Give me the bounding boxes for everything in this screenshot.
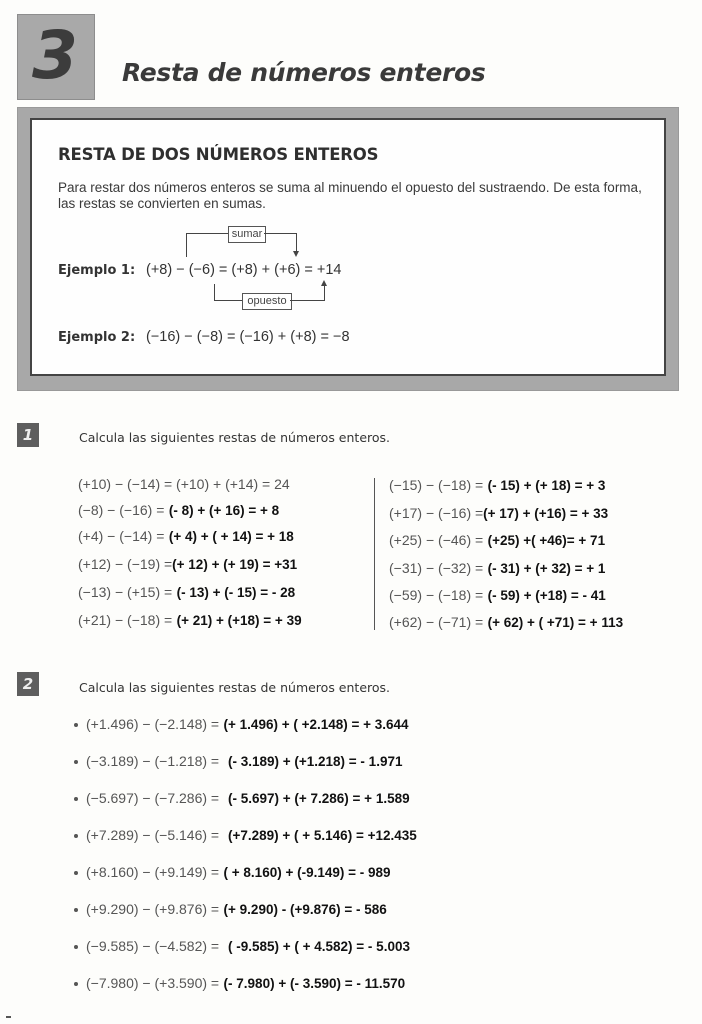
bullet-icon	[74, 797, 78, 801]
problem: (+10) − (−14) = (+10) + (+14) = 24	[78, 476, 290, 492]
answer: (- 3.189) + (+1.218) = - 1.971	[227, 754, 403, 769]
problem: (+9.290) − (+9.876) =	[86, 901, 220, 917]
problem: (+12) − (−19) =	[78, 556, 173, 572]
page-title: Resta de números enteros	[122, 58, 486, 87]
opuesto-box: opuesto	[242, 293, 292, 310]
problem: (−9.585) − (−4.582) =	[86, 938, 220, 954]
equation-row	[78, 581, 302, 603]
opuesto-bracket-bottom-left	[214, 300, 242, 301]
example1-label: Ejemplo 1:	[58, 263, 136, 278]
bullet-icon	[74, 945, 78, 949]
sumar-bracket-top-right	[264, 233, 296, 234]
equation-row	[389, 474, 623, 496]
opuesto-arrow-line	[324, 285, 325, 301]
exercise2-list	[74, 713, 417, 994]
problem: (+21) − (−18) =	[78, 612, 173, 628]
list-item	[74, 750, 417, 772]
answer: (- 5.697) + (+ 7.286) = + 1.589	[227, 791, 410, 806]
problem: (−3.189) − (−1.218) =	[86, 753, 220, 769]
problem: (+25) − (−46) =	[389, 532, 484, 548]
bullet-icon	[74, 871, 78, 875]
equation-row	[389, 584, 623, 606]
problem: (−59) − (−18) =	[389, 587, 484, 603]
bullet-icon	[74, 982, 78, 986]
answer: (- 13) + (- 15) = - 28	[176, 585, 296, 600]
equation-row	[78, 553, 302, 575]
answer: ( -9.585) + ( + 4.582) = - 5.003	[227, 939, 410, 954]
equation-row	[389, 529, 623, 551]
equation-row	[78, 609, 302, 631]
problem: (+4) − (−14) =	[78, 528, 165, 544]
problem: (−31) − (−32) =	[389, 560, 484, 576]
answer: (+7.289) + ( + 5.146) = +12.435	[227, 828, 417, 843]
problem: (−15) − (−18) =	[389, 477, 484, 493]
equation-row	[78, 499, 302, 521]
exercise1-right-column	[389, 474, 623, 633]
list-item	[74, 898, 417, 920]
answer: (- 15) + (+ 18) = + 3	[487, 478, 606, 493]
theory-heading: RESTA DE DOS NÚMEROS ENTEROS	[58, 145, 379, 164]
column-divider	[374, 478, 375, 630]
answer: (+ 62) + ( +71) = + 113	[487, 615, 624, 630]
answer: (- 31) + (+ 32) = + 1	[487, 561, 606, 576]
answer: (+ 21) + (+18) = + 39	[176, 613, 302, 628]
answer: (+ 4) + ( + 14) = + 18	[168, 529, 294, 544]
answer: (+ 12) + (+ 19) = +31	[172, 557, 298, 572]
list-item	[74, 935, 417, 957]
list-item	[74, 972, 417, 994]
problem: (−13) − (+15) =	[78, 584, 173, 600]
theory-text: Para restar dos números enteros se suma al minuendo el opuesto del sustraendo. De esta forma, las restas se convierten en sumas.	[58, 180, 642, 211]
sumar-box: sumar	[228, 226, 266, 243]
equation-row	[78, 525, 302, 547]
equation-row	[78, 473, 302, 495]
answer: (+25) +( +46)= + 71	[487, 533, 606, 548]
bullet-icon	[74, 723, 78, 727]
equation-row	[389, 611, 623, 633]
bullet-icon	[74, 760, 78, 764]
bullet-icon	[74, 834, 78, 838]
list-item	[74, 861, 417, 883]
list-item	[74, 824, 417, 846]
problem: (+7.289) − (−5.146) =	[86, 827, 220, 843]
answer: (- 8) + (+ 16) = + 8	[168, 503, 280, 518]
scan-mark	[6, 1016, 11, 1018]
example2-label: Ejemplo 2:	[58, 330, 136, 345]
answer: (+ 9.290) - (+9.876) = - 586	[223, 902, 387, 917]
answer: (- 7.980) + (- 3.590) = - 11.570	[223, 976, 406, 991]
example2-expression: (−16) − (−8) = (−16) + (+8) = −8	[146, 329, 350, 345]
answer: (+ 1.496) + ( +2.148) = + 3.644	[223, 717, 409, 732]
arrow-up-icon	[321, 280, 327, 286]
arrow-down-icon	[293, 251, 299, 257]
answer: ( + 8.160) + (-9.149) = - 989	[223, 865, 391, 880]
opuesto-bracket-bottom-right	[290, 300, 324, 301]
problem: (−5.697) − (−7.286) =	[86, 790, 220, 806]
answer: (+ 17) + (+16) = + 33	[483, 506, 609, 521]
problem: (−7.980) − (+3.590) =	[86, 975, 220, 991]
answer: (- 59) + (+18) = - 41	[487, 588, 606, 603]
problem: (+1.496) − (−2.148) =	[86, 716, 220, 732]
exercise2-instruction: Calcula las siguientes restas de números enteros.	[79, 680, 391, 695]
list-item	[74, 787, 417, 809]
problem: (+17) − (−16) =	[389, 505, 484, 521]
bullet-icon	[74, 908, 78, 912]
equation-row	[389, 502, 623, 524]
problem: (+62) − (−71) =	[389, 614, 484, 630]
problem: (−8) − (−16) =	[78, 502, 165, 518]
chapter-number: 3	[32, 17, 78, 94]
example1-expression: (+8) − (−6) = (+8) + (+6) = +14	[146, 262, 342, 278]
problem: (+8.160) − (+9.149) =	[86, 864, 220, 880]
equation-row	[389, 557, 623, 579]
exercise1-number-badge: 1	[17, 423, 39, 447]
sumar-arrow-line	[296, 233, 297, 253]
exercise2-number-badge: 2	[17, 672, 39, 696]
exercise1-left-column	[78, 473, 302, 631]
exercise1-instruction: Calcula las siguientes restas de números enteros.	[79, 430, 391, 445]
list-item	[74, 713, 417, 735]
sumar-bracket-top-left	[186, 233, 228, 234]
opuesto-bracket-left	[214, 284, 215, 301]
sumar-bracket-left	[186, 233, 187, 257]
